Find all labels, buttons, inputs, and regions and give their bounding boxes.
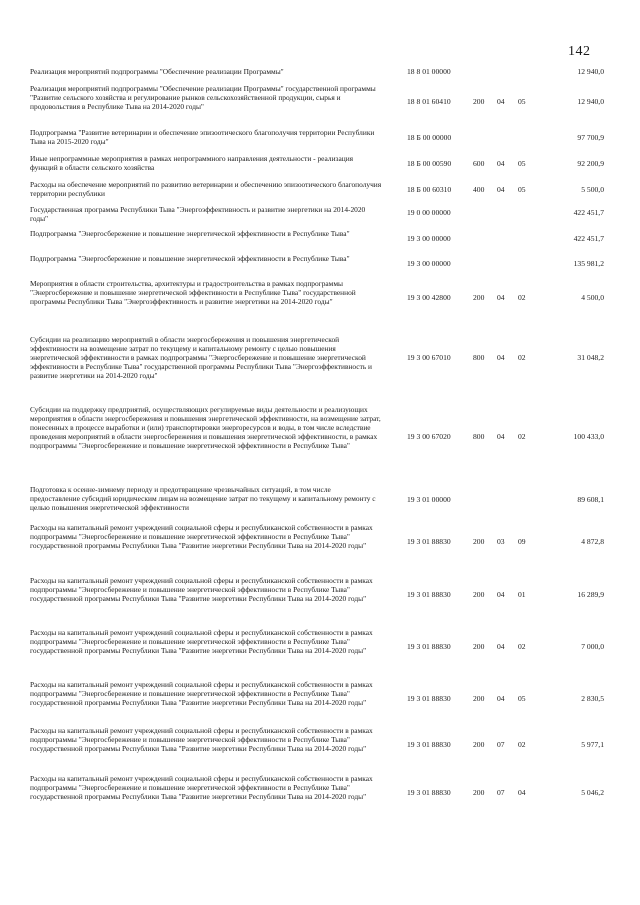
row-code: 18 Б 00 00000: [407, 133, 452, 142]
row-description: Государственная программа Республики Тыва "Энергоэффективность и развитие энергетики на 2014-2020 годы": [30, 205, 366, 223]
row-expense-type: 200: [473, 97, 485, 106]
row-expense-type: 200: [473, 694, 485, 703]
row-code: 18 8 01 60410: [407, 97, 451, 106]
row-code: 19 3 01 88830: [407, 537, 451, 546]
table-row: [0, 230, 640, 248]
row-expense-type: 800: [473, 432, 485, 441]
row-code: 19 3 01 88830: [407, 590, 451, 599]
row-section: 04: [497, 590, 505, 599]
table-row: [0, 129, 640, 147]
table-row: [0, 727, 640, 763]
row-code: 19 3 01 00000: [407, 495, 451, 504]
row-amount: 100 433,0: [573, 432, 604, 441]
table-row: [0, 280, 640, 316]
table-row: [0, 486, 640, 514]
row-code: 19 3 00 00000: [407, 259, 451, 268]
row-expense-type: 200: [473, 537, 485, 546]
row-expense-type: 200: [473, 788, 485, 797]
row-amount: 12 940,0: [577, 67, 604, 76]
row-code: 19 3 00 00000: [407, 234, 451, 243]
row-section: 04: [497, 642, 505, 651]
row-subsection: 02: [518, 642, 526, 651]
row-description: Расходы на обеспечение мероприятий по развитию ветеринарии и обеспечению эпизоотического благополучия территории республики: [30, 180, 382, 198]
row-expense-type: 200: [473, 293, 485, 302]
row-amount: 5 977,1: [581, 740, 604, 749]
row-subsection: 02: [518, 353, 526, 362]
row-code: 19 3 00 67010: [407, 353, 451, 362]
row-section: 04: [497, 432, 505, 441]
row-description: Подготовка к осенне-зимнему периоду и предотвращение чрезвычайных ситуаций, в том числе предоставление субсидий юридическим лицам на возмещение затрат по текущему и капитальному ремонту с целью повышения энергетической эффективности: [30, 485, 376, 512]
table-row: [0, 206, 640, 224]
table-row: [0, 524, 640, 560]
row-code: 19 3 01 88830: [407, 642, 451, 651]
row-section: 03: [497, 537, 505, 546]
row-description: Расходы на капитальный ремонт учреждений социальной сферы и республиканской собственности в рамках подпрограммы "Энергосбережение и повышение энергетической эффективности в Республике Тыва" государственной программы Республики Тыва "Развитие энергетики Республики Тыва на 2014-2020 годы": [30, 576, 373, 603]
table-row: [0, 577, 640, 613]
row-subsection: 02: [518, 740, 526, 749]
row-subsection: 01: [518, 590, 526, 599]
row-subsection: 09: [518, 537, 526, 546]
row-description: Расходы на капитальный ремонт учреждений социальной сферы и республиканской собственности в рамках подпрограммы "Энергосбережение и повышение энергетической эффективности в Республике Тыва" государственной программы Республики Тыва "Развитие энергетики Республики Тыва на 2014-2020 годы": [30, 680, 373, 707]
row-section: 04: [497, 97, 505, 106]
table-row: [0, 85, 640, 121]
row-section: 07: [497, 788, 505, 797]
row-code: 18 Б 00 00590: [407, 159, 452, 168]
table-row: [0, 255, 640, 273]
row-amount: 4 500,0: [581, 293, 604, 302]
row-description: Расходы на капитальный ремонт учреждений социальной сферы и республиканской собственности в рамках подпрограммы "Энергосбережение и повышение энергетической эффективности в Республике Тыва" государственной программы Республики Тыва "Развитие энергетики Республики Тыва на 2014-2020 годы": [30, 523, 373, 550]
row-amount: 4 872,8: [581, 537, 604, 546]
row-expense-type: 200: [473, 740, 485, 749]
row-expense-type: 600: [473, 159, 485, 168]
row-subsection: 02: [518, 432, 526, 441]
row-description: Расходы на капитальный ремонт учреждений социальной сферы и республиканской собственности в рамках подпрограммы "Энергосбережение и повышение энергетической эффективности в Республике Тыва" государственной программы Республики Тыва "Развитие энергетики Республики Тыва на 2014-2020 годы": [30, 628, 373, 655]
row-description: Иные непрограммные мероприятия в рамках непрограммного направления деятельности - реализация функций в области сельского хозяйства: [30, 154, 354, 172]
table-row: [0, 406, 640, 470]
row-section: 04: [497, 159, 505, 168]
row-code: 19 3 00 42800: [407, 293, 451, 302]
row-expense-type: 200: [473, 590, 485, 599]
row-description: Подпрограмма "Энергосбережение и повышение энергетической эффективности в Республике Тыва": [30, 254, 350, 263]
row-description: Реализация мероприятий подпрограммы "Обеспечение реализации Программы": [30, 67, 284, 76]
table-row: [0, 68, 640, 78]
row-description: Расходы на капитальный ремонт учреждений социальной сферы и республиканской собственности в рамках подпрограммы "Энергосбережение и повышение энергетической эффективности в Республике Тыва" государственной программы Республики Тыва "Развитие энергетики Республики Тыва на 2014-2020 годы": [30, 726, 373, 753]
row-subsection: 05: [518, 159, 526, 168]
page-number: 142: [568, 44, 591, 59]
row-description: Реализация мероприятий подпрограммы "Обеспечение реализации Программы" государственной программы "Развитие сельского хозяйства и регулирование рынков сельскохозяйственной продукции, сырья и продовольствия в Республике Тыва на 2014-2020 годы": [30, 84, 376, 111]
row-amount: 16 289,9: [577, 590, 604, 599]
row-code: 19 3 01 88830: [407, 788, 451, 797]
table-row: [0, 155, 640, 173]
row-section: 04: [497, 694, 505, 703]
row-amount: 2 830,5: [581, 694, 604, 703]
row-description: Подпрограмма "Энергосбережение и повышение энергетической эффективности в Республике Тыва": [30, 229, 350, 238]
row-code: 19 3 01 88830: [407, 740, 451, 749]
table-row: [0, 181, 640, 199]
table-row: [0, 336, 640, 382]
row-description: Субсидии на реализацию мероприятий в области энергосбережения и повышения энергетической эффективности на возмещение затрат по текущему и капитальному ремонту с целью повышения энергетической эффективности в рамках подпрограммы "Энергосбережение и повышение энергетической эффективности в Республике Тыва" государственной программы Республики Тыва "Энергоэффективность и развитие энергетики на 2014-2020 годы": [30, 335, 372, 380]
row-section: 04: [497, 353, 505, 362]
row-description: Подпрограмма "Развитие ветеринарии и обеспечение эпизоотического благополучия территории Республики Тыва на 2015-2020 годы": [30, 128, 375, 146]
row-code: 18 Б 00 60310: [407, 185, 452, 194]
row-amount: 12 940,0: [577, 97, 604, 106]
row-amount: 97 700,9: [577, 133, 604, 142]
row-expense-type: 200: [473, 642, 485, 651]
row-code: 18 8 01 00000: [407, 67, 451, 76]
row-subsection: 04: [518, 788, 526, 797]
row-code: 19 0 00 00000: [407, 208, 451, 217]
row-expense-type: 400: [473, 185, 485, 194]
row-section: 04: [497, 293, 505, 302]
row-amount: 422 451,7: [573, 234, 604, 243]
row-amount: 92 200,9: [577, 159, 604, 168]
row-amount: 7 000,0: [581, 642, 604, 651]
row-amount: 422 451,7: [573, 208, 604, 217]
table-row: [0, 775, 640, 811]
row-amount: 5 046,2: [581, 788, 604, 797]
row-subsection: 02: [518, 293, 526, 302]
row-subsection: 05: [518, 694, 526, 703]
table-row: [0, 681, 640, 717]
row-description: Расходы на капитальный ремонт учреждений социальной сферы и республиканской собственности в рамках подпрограммы "Энергосбережение и повышение энергетической эффективности в Республике Тыва" государственной программы Республики Тыва "Развитие энергетики Республики Тыва на 2014-2020 годы": [30, 774, 373, 801]
row-expense-type: 800: [473, 353, 485, 362]
table-row: [0, 629, 640, 665]
row-description: Мероприятия в области строительства, архитектуры и градостроительства в рамках подпрограммы "Энергосбережение и повышение энергетической эффективности в Республике Тыва" государственной программы Республики Тыва "Энергоэффективность и развитие энергетики на 2014-2020 годы": [30, 279, 356, 306]
row-subsection: 05: [518, 97, 526, 106]
row-section: 07: [497, 740, 505, 749]
row-subsection: 05: [518, 185, 526, 194]
row-section: 04: [497, 185, 505, 194]
row-code: 19 3 00 67020: [407, 432, 451, 441]
row-amount: 5 500,0: [581, 185, 604, 194]
row-amount: 135 981,2: [573, 259, 604, 268]
row-description: Субсидии на поддержку предприятий, осуществляющих регулируемые виды деятельности и реализующих мероприятия в области энергосбережения и повышения энергетической эффективности, на возмещение затрат, понесенных в процессе выработки и (или) транспортировки энергоресурсов и воды, в том числе вследствие проведения мероприятий в области энергосбережения и повышения энергетической эффективности, в рамках подпрограммы "Энергосбережение и повышение энергетической эффективности в Республике Тыва": [30, 405, 381, 450]
row-amount: 89 608,1: [577, 495, 604, 504]
row-code: 19 3 01 88830: [407, 694, 451, 703]
row-amount: 31 048,2: [577, 353, 604, 362]
